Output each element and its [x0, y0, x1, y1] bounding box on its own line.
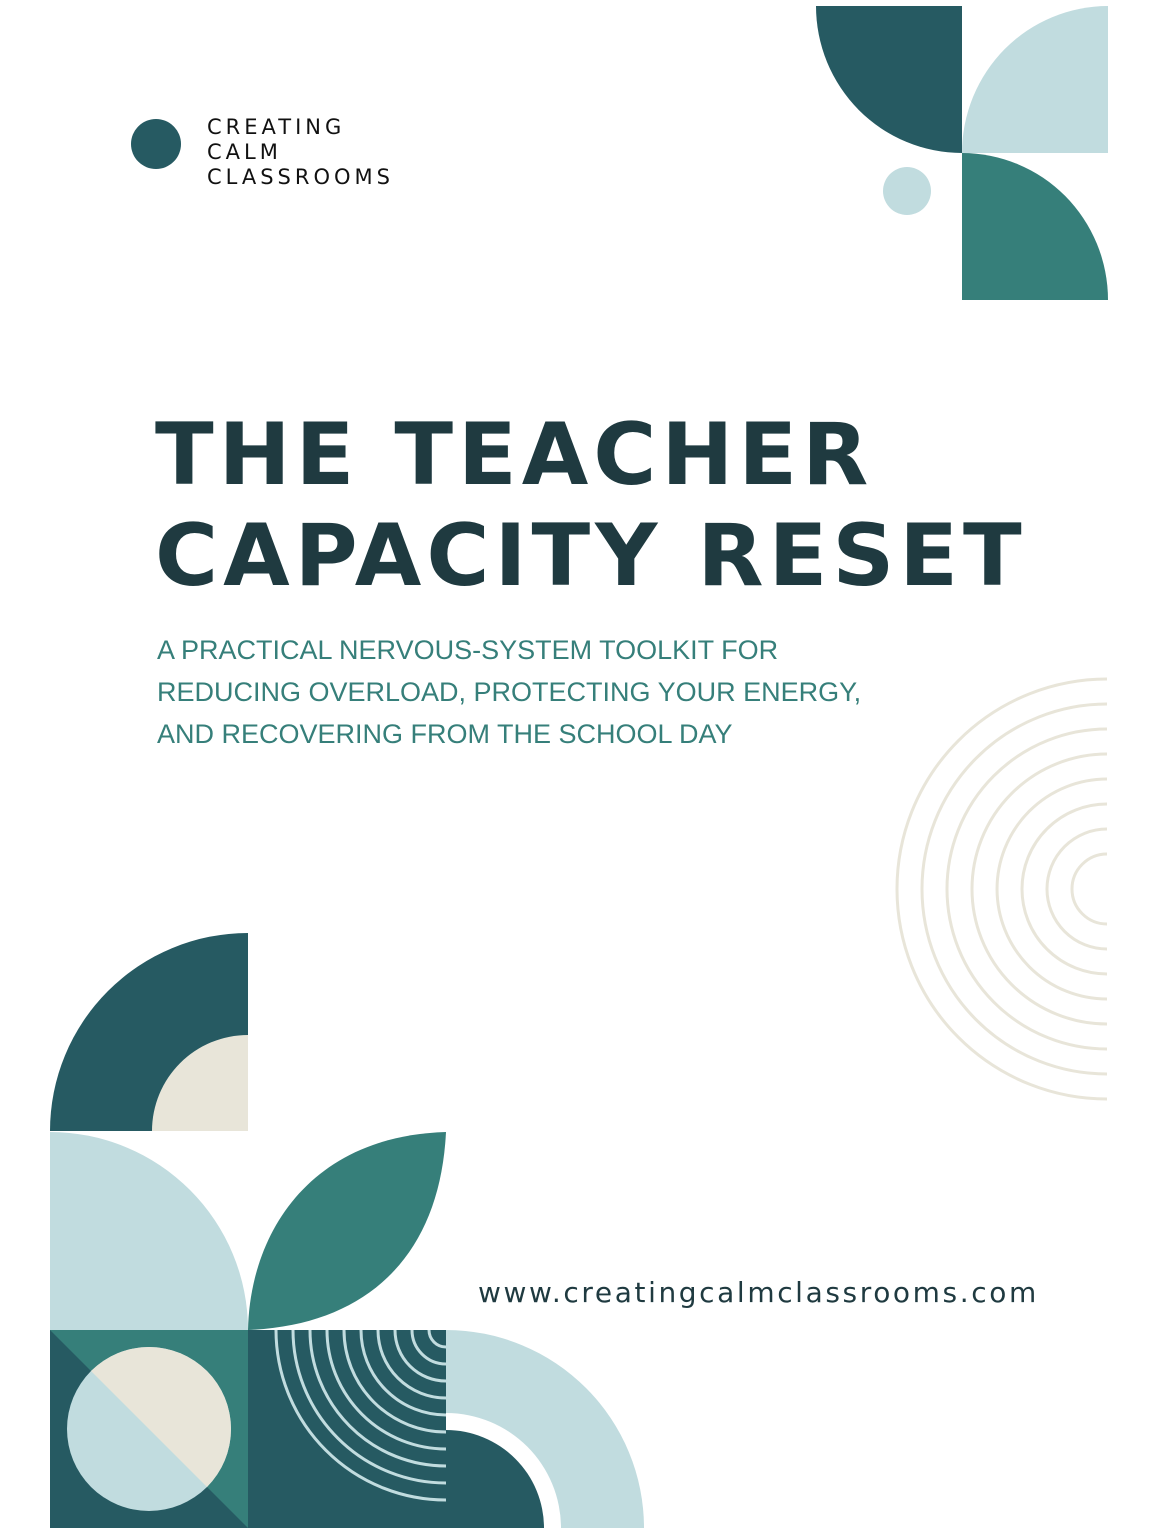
light-quarter-circle [50, 1132, 248, 1330]
teal-leaf [248, 1132, 446, 1330]
top-right-decoration [816, 6, 1108, 300]
light-quarter-circle [962, 6, 1108, 153]
subtitle [157, 629, 861, 755]
brand-logo-dot [131, 119, 181, 169]
teal-quarter-circle [962, 153, 1108, 300]
brand-name [207, 115, 394, 190]
small-light-dot [883, 167, 931, 215]
page-title [155, 405, 1027, 607]
brand-line: CREATING [207, 115, 346, 139]
title-line: THE TEACHER [155, 405, 874, 505]
brand-line: CALM [207, 140, 282, 164]
brand-line: CLASSROOMS [207, 165, 394, 189]
concentric-arcs-decoration [890, 672, 1108, 1106]
subtitle-line: A PRACTICAL NERVOUS-SYSTEM TOOLKIT FOR [157, 635, 779, 665]
bottom-left-decoration [50, 933, 650, 1534]
subtitle-line: REDUCING OVERLOAD, PROTECTING YOUR ENERGY, [157, 677, 862, 707]
title-line: CAPACITY RESET [155, 506, 1027, 606]
dark-quarter-circle [816, 6, 962, 153]
subtitle-line: AND RECOVERING FROM THE SCHOOL DAY [157, 719, 733, 749]
website-url: www.creatingcalmclassrooms.com [478, 1276, 1039, 1309]
